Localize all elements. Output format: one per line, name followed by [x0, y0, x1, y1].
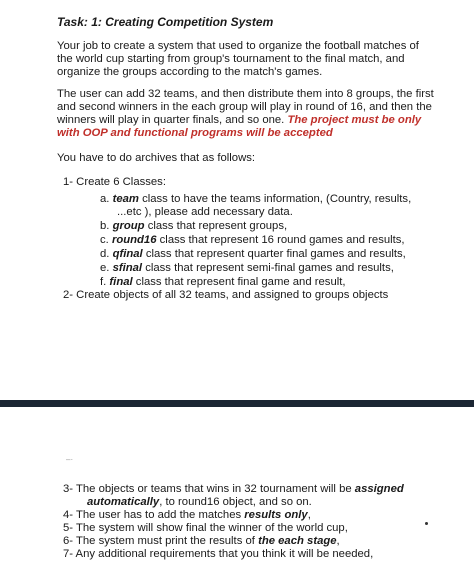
item-emphasis: automatically — [87, 496, 160, 508]
archives-intro: You have to do archives that as follows: — [57, 152, 256, 164]
list-item-4 — [63, 509, 311, 522]
list-item-3-cont — [87, 496, 312, 509]
intro-line: the world cup starting from group's tournament to the final match, and — [57, 53, 405, 65]
para2-line — [57, 114, 421, 127]
class-name: round16 — [111, 234, 157, 246]
item-marker: d. — [100, 248, 113, 260]
intro-line: Your job to create a system that used to organize the football matches of — [57, 40, 419, 52]
class-name: group — [112, 220, 145, 232]
class-name: final — [109, 276, 133, 288]
bullet-dot — [425, 522, 428, 525]
item-emphasis: assigned — [354, 483, 404, 495]
item-marker: c. — [100, 234, 112, 246]
list-item-7: 7- Any additional requirements that you think it will be needed, — [63, 548, 374, 560]
list-item-2: 2- Create objects of all 32 teams, and assigned to groups objects — [63, 289, 389, 301]
class-desc: class that represent final game and result, — [132, 276, 346, 288]
requirement-warning: with OOP and functional programs will be accepted — [57, 127, 333, 139]
class-name: team — [112, 193, 139, 205]
item-marker: e. — [100, 262, 113, 274]
list-item-1: 1- Create 6 Classes: — [63, 176, 166, 188]
item-text: 4- The user has to add the matches — [63, 509, 245, 521]
page-divider — [0, 400, 474, 407]
task-title: Task: 1: Creating Competition System — [57, 15, 274, 29]
class-name: sfinal — [112, 262, 143, 274]
item-marker: b. — [100, 220, 113, 232]
para2-line: and second winners in the each group will play in round of 16, and then the — [57, 101, 432, 113]
class-item-sfinal — [100, 262, 394, 275]
class-item-team — [100, 193, 411, 206]
class-desc: class that represent groups, — [144, 220, 288, 232]
item-text: 3- The objects or teams that wins in 32 tournament will be — [63, 483, 355, 495]
class-desc: class to have the teams information, (Country, results, — [138, 193, 412, 205]
para2-text: winners will play in quarter finals, and so one. — [57, 114, 288, 126]
class-item-group — [100, 220, 287, 233]
item-emphasis: results only — [244, 509, 308, 521]
class-desc: class that represent semi-final games and results, — [142, 262, 394, 274]
scan-mark: –· — [66, 455, 74, 464]
item-marker: a. — [100, 193, 113, 205]
item-marker: f. — [100, 276, 110, 288]
list-item-3 — [63, 483, 404, 496]
class-item-qfinal — [100, 248, 406, 261]
list-item-5: 5- The system will show final the winner of the world cup, — [63, 522, 348, 534]
class-item-cont: ...etc ), please add necessary data. — [117, 206, 293, 218]
requirement-warning: The project must be only — [287, 114, 422, 126]
class-name: qfinal — [112, 248, 143, 260]
class-item-final — [100, 276, 346, 289]
item-text: , to round16 object, and so on. — [159, 496, 312, 508]
list-item-6 — [63, 535, 340, 548]
item-text: 6- The system must print the results of — [63, 535, 259, 547]
class-desc: class that represent 16 round games and results, — [156, 234, 405, 246]
item-emphasis: the each stage — [258, 535, 337, 547]
item-text: , — [336, 535, 340, 547]
class-item-round16 — [100, 234, 405, 247]
para2-line: The user can add 32 teams, and then distribute them into 8 groups, the first — [57, 88, 434, 100]
item-text: , — [307, 509, 311, 521]
class-desc: class that represent quarter final games and results, — [142, 248, 406, 260]
intro-line: organize the groups according to the match's games. — [57, 66, 323, 78]
